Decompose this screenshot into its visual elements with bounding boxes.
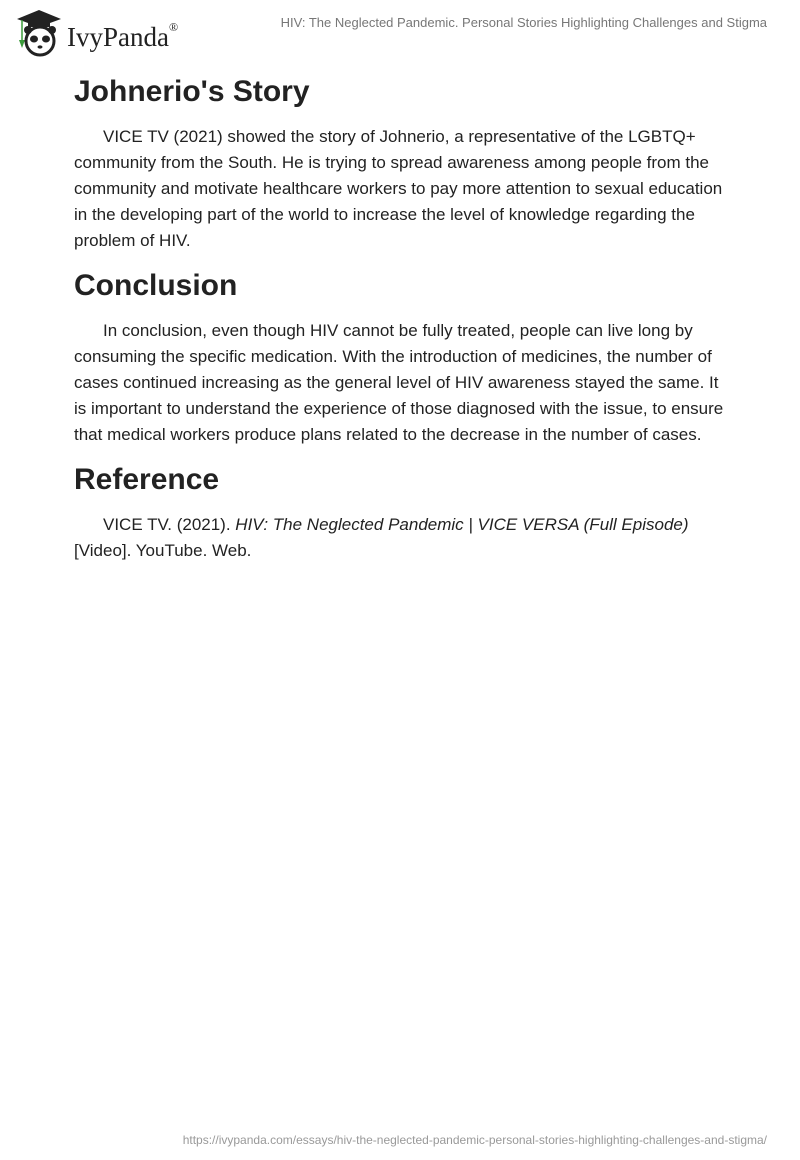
section-heading: Johnerio's Story xyxy=(74,75,310,108)
panda-graduate-icon xyxy=(14,8,64,58)
ivypanda-logo[interactable] xyxy=(14,8,178,58)
brand-text: IvyPanda xyxy=(67,21,169,52)
reference-author: VICE TV. (2021). xyxy=(103,515,236,534)
document-title: HIV: The Neglected Pandemic. Personal Stories Highlighting Challenges and Stigma xyxy=(280,15,767,30)
reference-title: HIV: The Neglected Pandemic | VICE VERSA (Full Episode) xyxy=(235,515,689,534)
brand-name xyxy=(67,19,179,53)
section-paragraph: VICE TV (2021) showed the story of Johnerio, a representative of the LGBTQ+ community from the South. He is trying to spread awareness among people from the community and motivate healthcare workers to pay more attention to sexual education in the developing part of the world to increase the level of knowledge regarding the problem of HIV. xyxy=(74,127,723,250)
footer-url[interactable]: https://ivypanda.com/essays/hiv-the-neglected-pandemic-personal-stories-highlighting-challenges-and-stigma/ xyxy=(182,1133,767,1147)
section-paragraph: In conclusion, even though HIV cannot be fully treated, people can live long by consuming the specific medication. With the introduction of medicines, the number of cases continued increasing as the general level of HIV awareness stayed the same. It is important to understand the experience of those diagnosed with the issue, to ensure that medical workers produce plans related to the decrease in the number of cases. xyxy=(74,321,724,444)
registered-mark: ® xyxy=(168,19,179,34)
section-heading: Reference xyxy=(74,463,220,496)
section-heading: Conclusion xyxy=(74,269,238,302)
reference-source: [Video]. YouTube. Web. xyxy=(74,541,252,560)
reference-entry xyxy=(74,512,726,564)
essay-content xyxy=(74,70,726,574)
